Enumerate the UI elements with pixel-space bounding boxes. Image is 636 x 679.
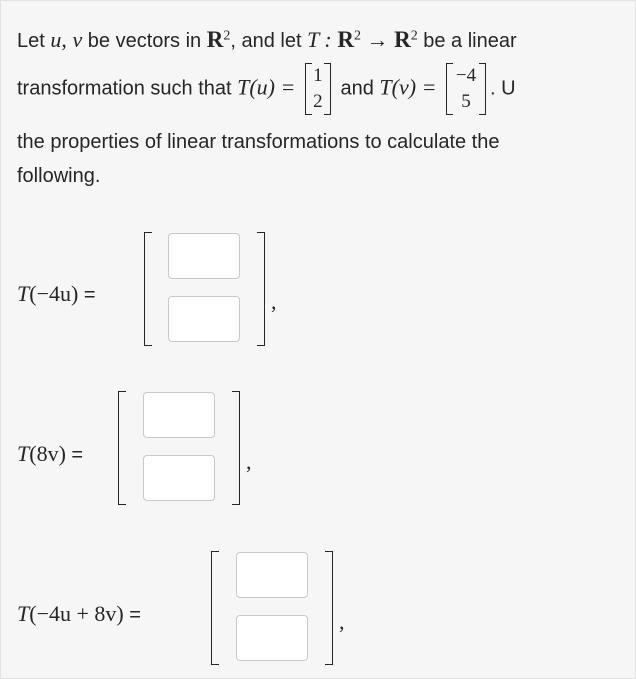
Tu-value-1: 1 [313, 65, 323, 86]
bracket-left-icon [144, 232, 152, 346]
answer-1-bottom-input[interactable] [168, 296, 240, 342]
bracket-right-icon [325, 551, 333, 665]
comma: , [339, 609, 345, 634]
answer-2-top-input[interactable] [143, 392, 215, 438]
bracket-right-icon [232, 391, 240, 505]
answer-3-bottom-input[interactable] [236, 615, 308, 661]
text-and-let: , and let [230, 30, 302, 52]
problem-line-4: following. [17, 165, 101, 187]
text-and: and [340, 77, 374, 100]
question-2-label [17, 441, 83, 467]
exponent-3: 2 [410, 28, 418, 44]
T-colon: T : [307, 27, 332, 52]
equals-sign: = [83, 284, 96, 306]
argument: (8v) [29, 441, 66, 466]
Tu-value-2: 2 [313, 91, 323, 112]
bracket-left-icon [211, 551, 219, 665]
problem-line-1 [17, 27, 517, 53]
bracket-left-icon [118, 391, 126, 505]
arrow-icon: → [366, 27, 389, 52]
Tv-matrix [446, 63, 486, 115]
Tv-value-1: −4 [455, 65, 477, 86]
answer-1-top-input[interactable] [168, 233, 240, 279]
question-3-label [17, 601, 141, 627]
bracket-right-icon [257, 232, 265, 346]
exponent-2: 2 [353, 28, 361, 44]
text-be-linear: be a linear [423, 30, 517, 52]
Tu-expression: T(u) = [237, 74, 296, 100]
question-1-label [17, 281, 96, 307]
argument: (−4u) [29, 281, 79, 306]
var-v: v [72, 27, 83, 52]
answer-2-bottom-input[interactable] [143, 455, 215, 501]
bracket-right-icon [324, 63, 331, 115]
equals-sign: = [71, 444, 84, 466]
R-symbol-2: R [337, 27, 354, 52]
R-symbol: R [206, 27, 224, 52]
R-symbol-3: R [394, 27, 411, 52]
T-symbol: T [17, 601, 30, 626]
bracket-right-icon [479, 63, 486, 115]
exponent: 2 [223, 28, 231, 44]
T-symbol: T [17, 281, 30, 306]
Tv-expression: T(v) = [379, 74, 437, 100]
problem-line-3: the properties of linear transformations to calculate the [17, 131, 500, 153]
Tu-matrix [305, 63, 331, 115]
var-u: u [50, 27, 62, 52]
text-be-vectors: be vectors in [87, 30, 202, 52]
answer-3-top-input[interactable] [236, 552, 308, 598]
T-symbol: T [17, 441, 30, 466]
comma: , [246, 449, 252, 474]
comma: , [271, 289, 277, 314]
Tv-value-2: 5 [461, 91, 471, 112]
comma: , [61, 27, 67, 52]
text-transformation: transformation such that [17, 77, 232, 100]
argument: (−4u + 8v) [29, 601, 124, 626]
problem-line-2 [17, 63, 516, 115]
text-cut: . U [489, 77, 516, 100]
equals-sign: = [129, 604, 141, 626]
text-let: Let [17, 30, 45, 52]
